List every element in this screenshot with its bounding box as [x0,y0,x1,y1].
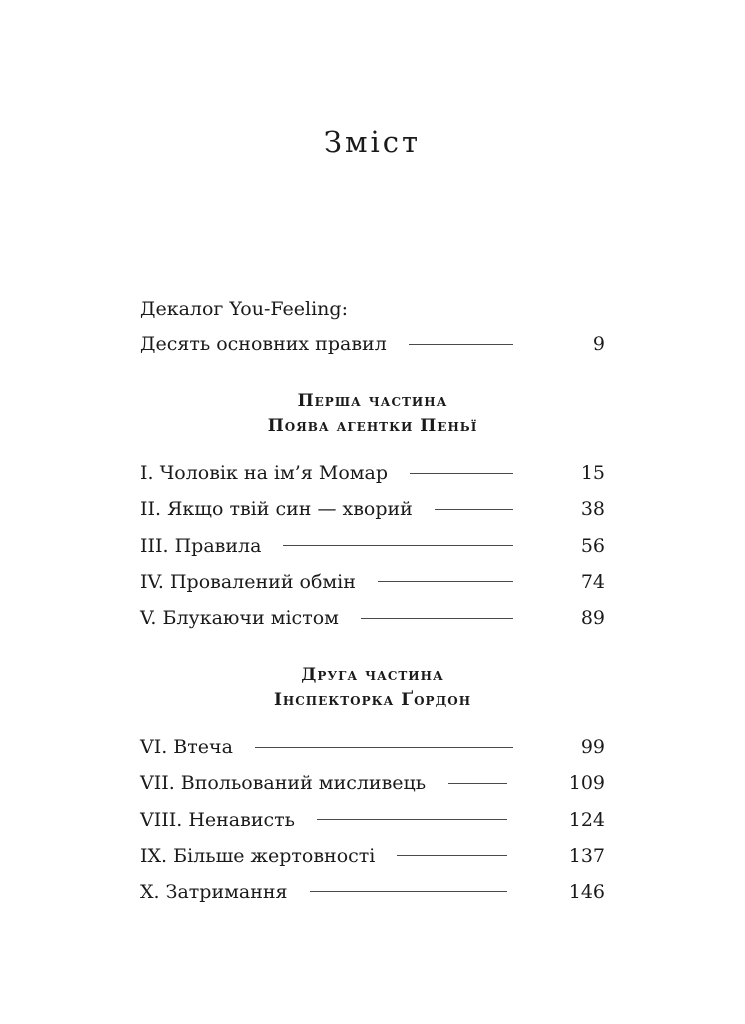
toc-entry-chapter-10[interactable] [140,874,605,910]
toc-entry-page: 124 [568,808,605,831]
toc-entry-page: 89 [580,607,605,630]
toc-entry-chapter-4[interactable] [140,564,605,600]
toc-entry-page: 99 [580,736,605,759]
toc-entry-title: II. Якщо твій син — хворий [140,498,413,521]
toc-entry-title: Десять основних правил [140,333,387,356]
part-heading-2 [140,663,605,713]
toc-entry-page: 109 [568,772,605,795]
toc-entry-page: 74 [580,570,605,593]
toc-entry-page: 9 [592,333,605,356]
toc-entry-title: I. Чоловік на ім’я Момар [140,462,389,485]
toc-entry-title: IX. Більше жертовності [140,844,376,867]
intro-title-line1: Декалог You-Feeling: [140,298,348,320]
toc-entry-title: VI. Втеча [140,736,233,759]
toc-entry-chapter-8[interactable] [140,802,605,838]
dot-leader [339,618,575,619]
part-title: Поява агентки Пеньї [267,416,478,437]
toc-entry-intro[interactable] [140,326,605,362]
toc-entry-chapter-2[interactable] [140,491,605,527]
toc-entry-chapter-5[interactable] [140,600,605,636]
toc-entry-page: 38 [580,498,605,521]
toc-entry-title: III. Правила [140,534,262,557]
toc-entry-chapter-7[interactable] [140,765,605,801]
part-label: Друга частина [301,665,444,686]
part-label: Перша частина [297,391,448,412]
dot-leader [356,581,575,582]
dot-leader [233,747,575,748]
toc-entry-title: VIII. Ненависть [140,808,295,831]
part-title: Інспекторка Ґордон [273,690,472,711]
toc-entry-page: 15 [580,462,605,485]
toc-entry-chapter-6[interactable] [140,729,605,765]
page-title: Зміст [323,125,422,160]
toc-entry-title: X. Затримання [140,880,288,903]
toc-entry-page: 137 [568,844,605,867]
toc-entry-page: 56 [580,534,605,557]
toc-entry-chapter-1[interactable] [140,455,605,491]
dot-leader [413,509,575,510]
toc-entry-page: 146 [568,880,605,903]
toc-entry-chapter-9[interactable] [140,838,605,874]
toc-entry-title: IV. Провалений обмін [140,570,356,593]
part-heading-1 [140,389,605,439]
dot-leader [375,855,568,856]
toc-entry-title: V. Блукаючи містом [140,607,339,630]
table-of-contents [140,292,605,910]
dot-leader [387,344,575,345]
dot-leader [426,783,569,784]
toc-entry-title: VII. Впольований мисливець [140,772,427,795]
dot-leader [295,819,569,820]
dot-leader [388,473,575,474]
dot-leader [261,545,575,546]
toc-entry-chapter-3[interactable] [140,528,605,564]
dot-leader [288,891,569,892]
